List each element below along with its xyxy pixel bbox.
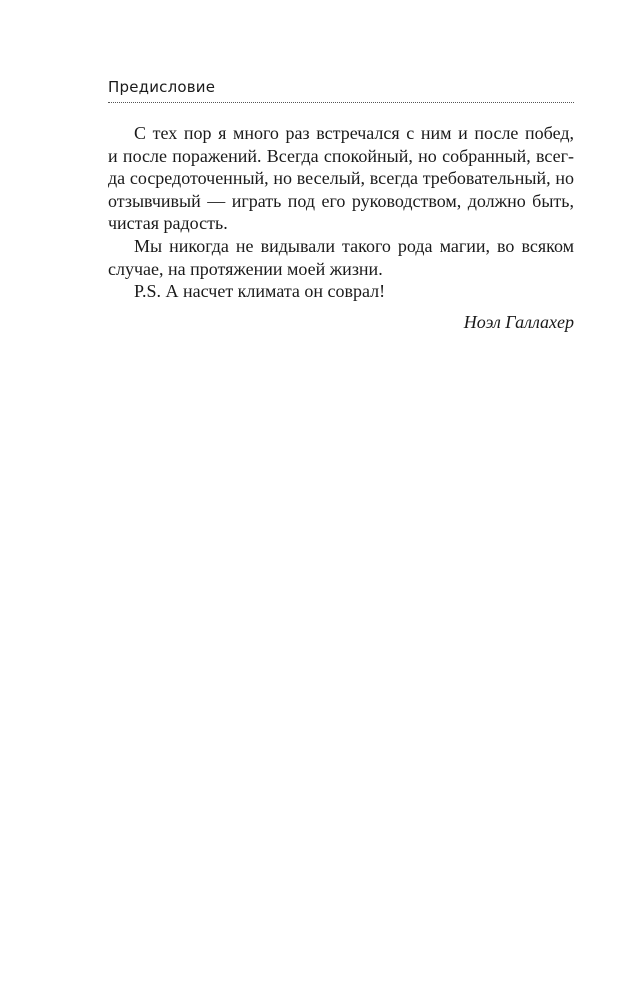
text-line: отзывчивый — играть под его руководством, должно быть, xyxy=(108,190,574,211)
author-signature: Ноэл Галлахер xyxy=(463,312,574,332)
text-line: да сосредоточенный, но веселый, всегда требовательный, но xyxy=(108,168,574,189)
main-text xyxy=(108,122,574,303)
text-line: случае, на протяжении моей жизни. xyxy=(108,258,383,279)
running-header xyxy=(108,78,574,103)
text-line: и после поражений. Всегда спокойный, но собранный, всег- xyxy=(108,145,574,166)
text-line: чистая радость. xyxy=(108,213,228,234)
text-line: С тех пор я много раз встречался с ним и после побед, xyxy=(134,123,574,143)
text-line: P.S. А насчет климата он соврал! xyxy=(134,281,386,302)
text-line: Мы никогда не видывали такого рода магии, во всяком xyxy=(134,235,574,256)
chapter-title: Предисловие xyxy=(108,78,216,96)
